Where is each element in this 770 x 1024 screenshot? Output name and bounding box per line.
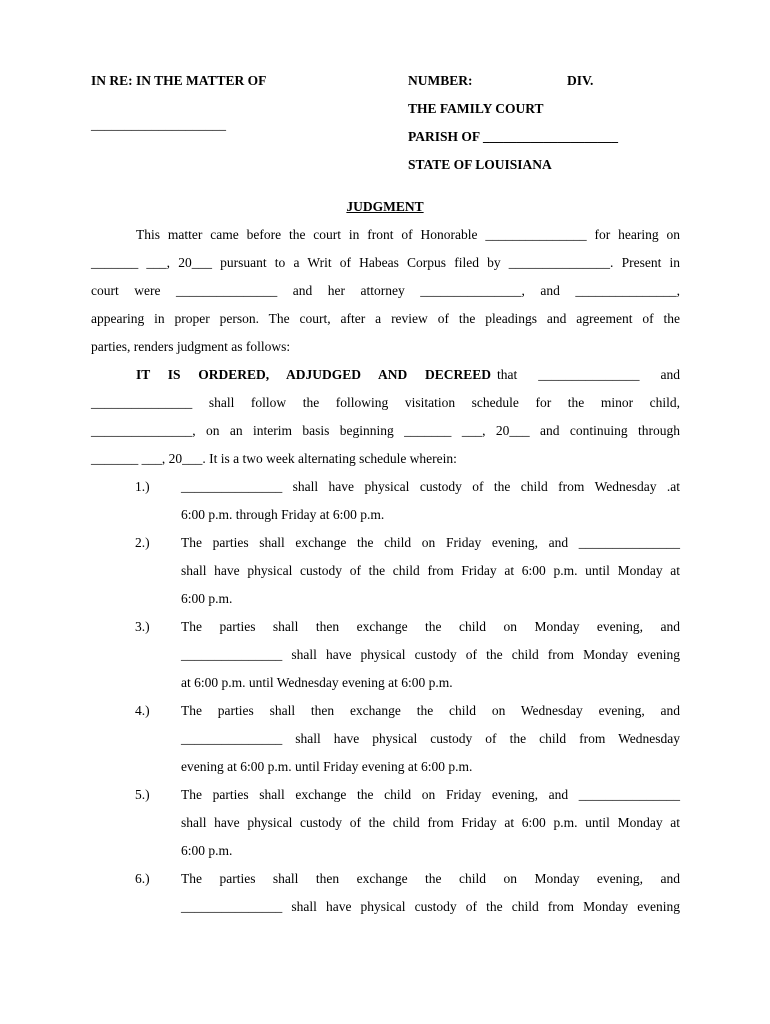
- state-line: STATE OF LOUISIANA: [408, 157, 552, 172]
- list-item-line: _______________ shall have physical custody of the child from Monday evening: [181, 899, 680, 914]
- list-item-number: 5.): [135, 787, 150, 802]
- list-item-line: The parties shall then exchange the child on Wednesday evening, and: [181, 703, 680, 718]
- list-item-line: _______________ shall have physical custody of the child from Wednesday: [181, 731, 680, 746]
- division-label: DIV.: [567, 73, 594, 88]
- parish-line: PARISH OF ____________________: [408, 129, 619, 144]
- paragraph-line: This matter came before the court in front of Honorable _______________ for hearing on: [136, 227, 680, 242]
- list-item-number: 4.): [135, 703, 150, 718]
- list-item-number: 1.): [135, 479, 150, 494]
- list-item-line: shall have physical custody of the child from Friday at 6:00 p.m. until Monday at: [181, 815, 680, 830]
- caption-in-re: IN RE: IN THE MATTER OF: [91, 73, 267, 88]
- list-item-line: shall have physical custody of the child from Friday at 6:00 p.m. until Monday at: [181, 563, 680, 578]
- list-item-line: The parties shall exchange the child on Friday evening, and _______________: [181, 787, 680, 802]
- list-item-line: The parties shall then exchange the child on Monday evening, and: [181, 619, 680, 634]
- paragraph-line: _______________, on an interim basis beginning _______ ___, 20___ and continuing through: [91, 423, 680, 438]
- list-item-line: 6:00 p.m.: [181, 843, 233, 858]
- case-number-label: NUMBER:: [408, 73, 473, 88]
- paragraph-line: parties, renders judgment as follows:: [91, 339, 291, 354]
- paragraph-line: appearing in proper person. The court, after a review of the pleadings and agreement of the: [91, 311, 680, 326]
- list-item-line: The parties shall exchange the child on Friday evening, and _______________: [181, 535, 680, 550]
- list-item-number: 3.): [135, 619, 150, 634]
- order-line-rest: that _______________ and: [497, 367, 680, 382]
- caption-name-blank: ____________________: [91, 117, 226, 132]
- order-lead: IT IS ORDERED, ADJUDGED AND DECREED: [136, 367, 491, 382]
- list-item-line: at 6:00 p.m. until Wednesday evening at 6:00 p.m.: [181, 675, 453, 690]
- list-item-number: 6.): [135, 871, 150, 886]
- paragraph-line: _______ ___, 20___ pursuant to a Writ of Habeas Corpus filed by _______________. Present in: [91, 255, 680, 270]
- list-item-line: 6:00 p.m.: [181, 591, 233, 606]
- list-item-number: 2.): [135, 535, 150, 550]
- list-item-line: _______________ shall have physical custody of the child from Wednesday .at: [181, 479, 680, 494]
- paragraph-line: _______________ shall follow the following visitation schedule for the minor child,: [91, 395, 680, 410]
- court-name: THE FAMILY COURT: [408, 101, 544, 116]
- paragraph-line: _______ ___, 20___. It is a two week alternating schedule wherein:: [91, 451, 457, 466]
- list-item-line: _______________ shall have physical custody of the child from Monday evening: [181, 647, 680, 662]
- paragraph-line: court were _______________ and her attorney _______________, and _______________,: [91, 283, 680, 298]
- document-title: JUDGMENT: [346, 199, 424, 214]
- list-item-line: evening at 6:00 p.m. until Friday evening at 6:00 p.m.: [181, 759, 473, 774]
- list-item-line: The parties shall then exchange the child on Monday evening, and: [181, 871, 680, 886]
- list-item-line: 6:00 p.m. through Friday at 6:00 p.m.: [181, 507, 385, 522]
